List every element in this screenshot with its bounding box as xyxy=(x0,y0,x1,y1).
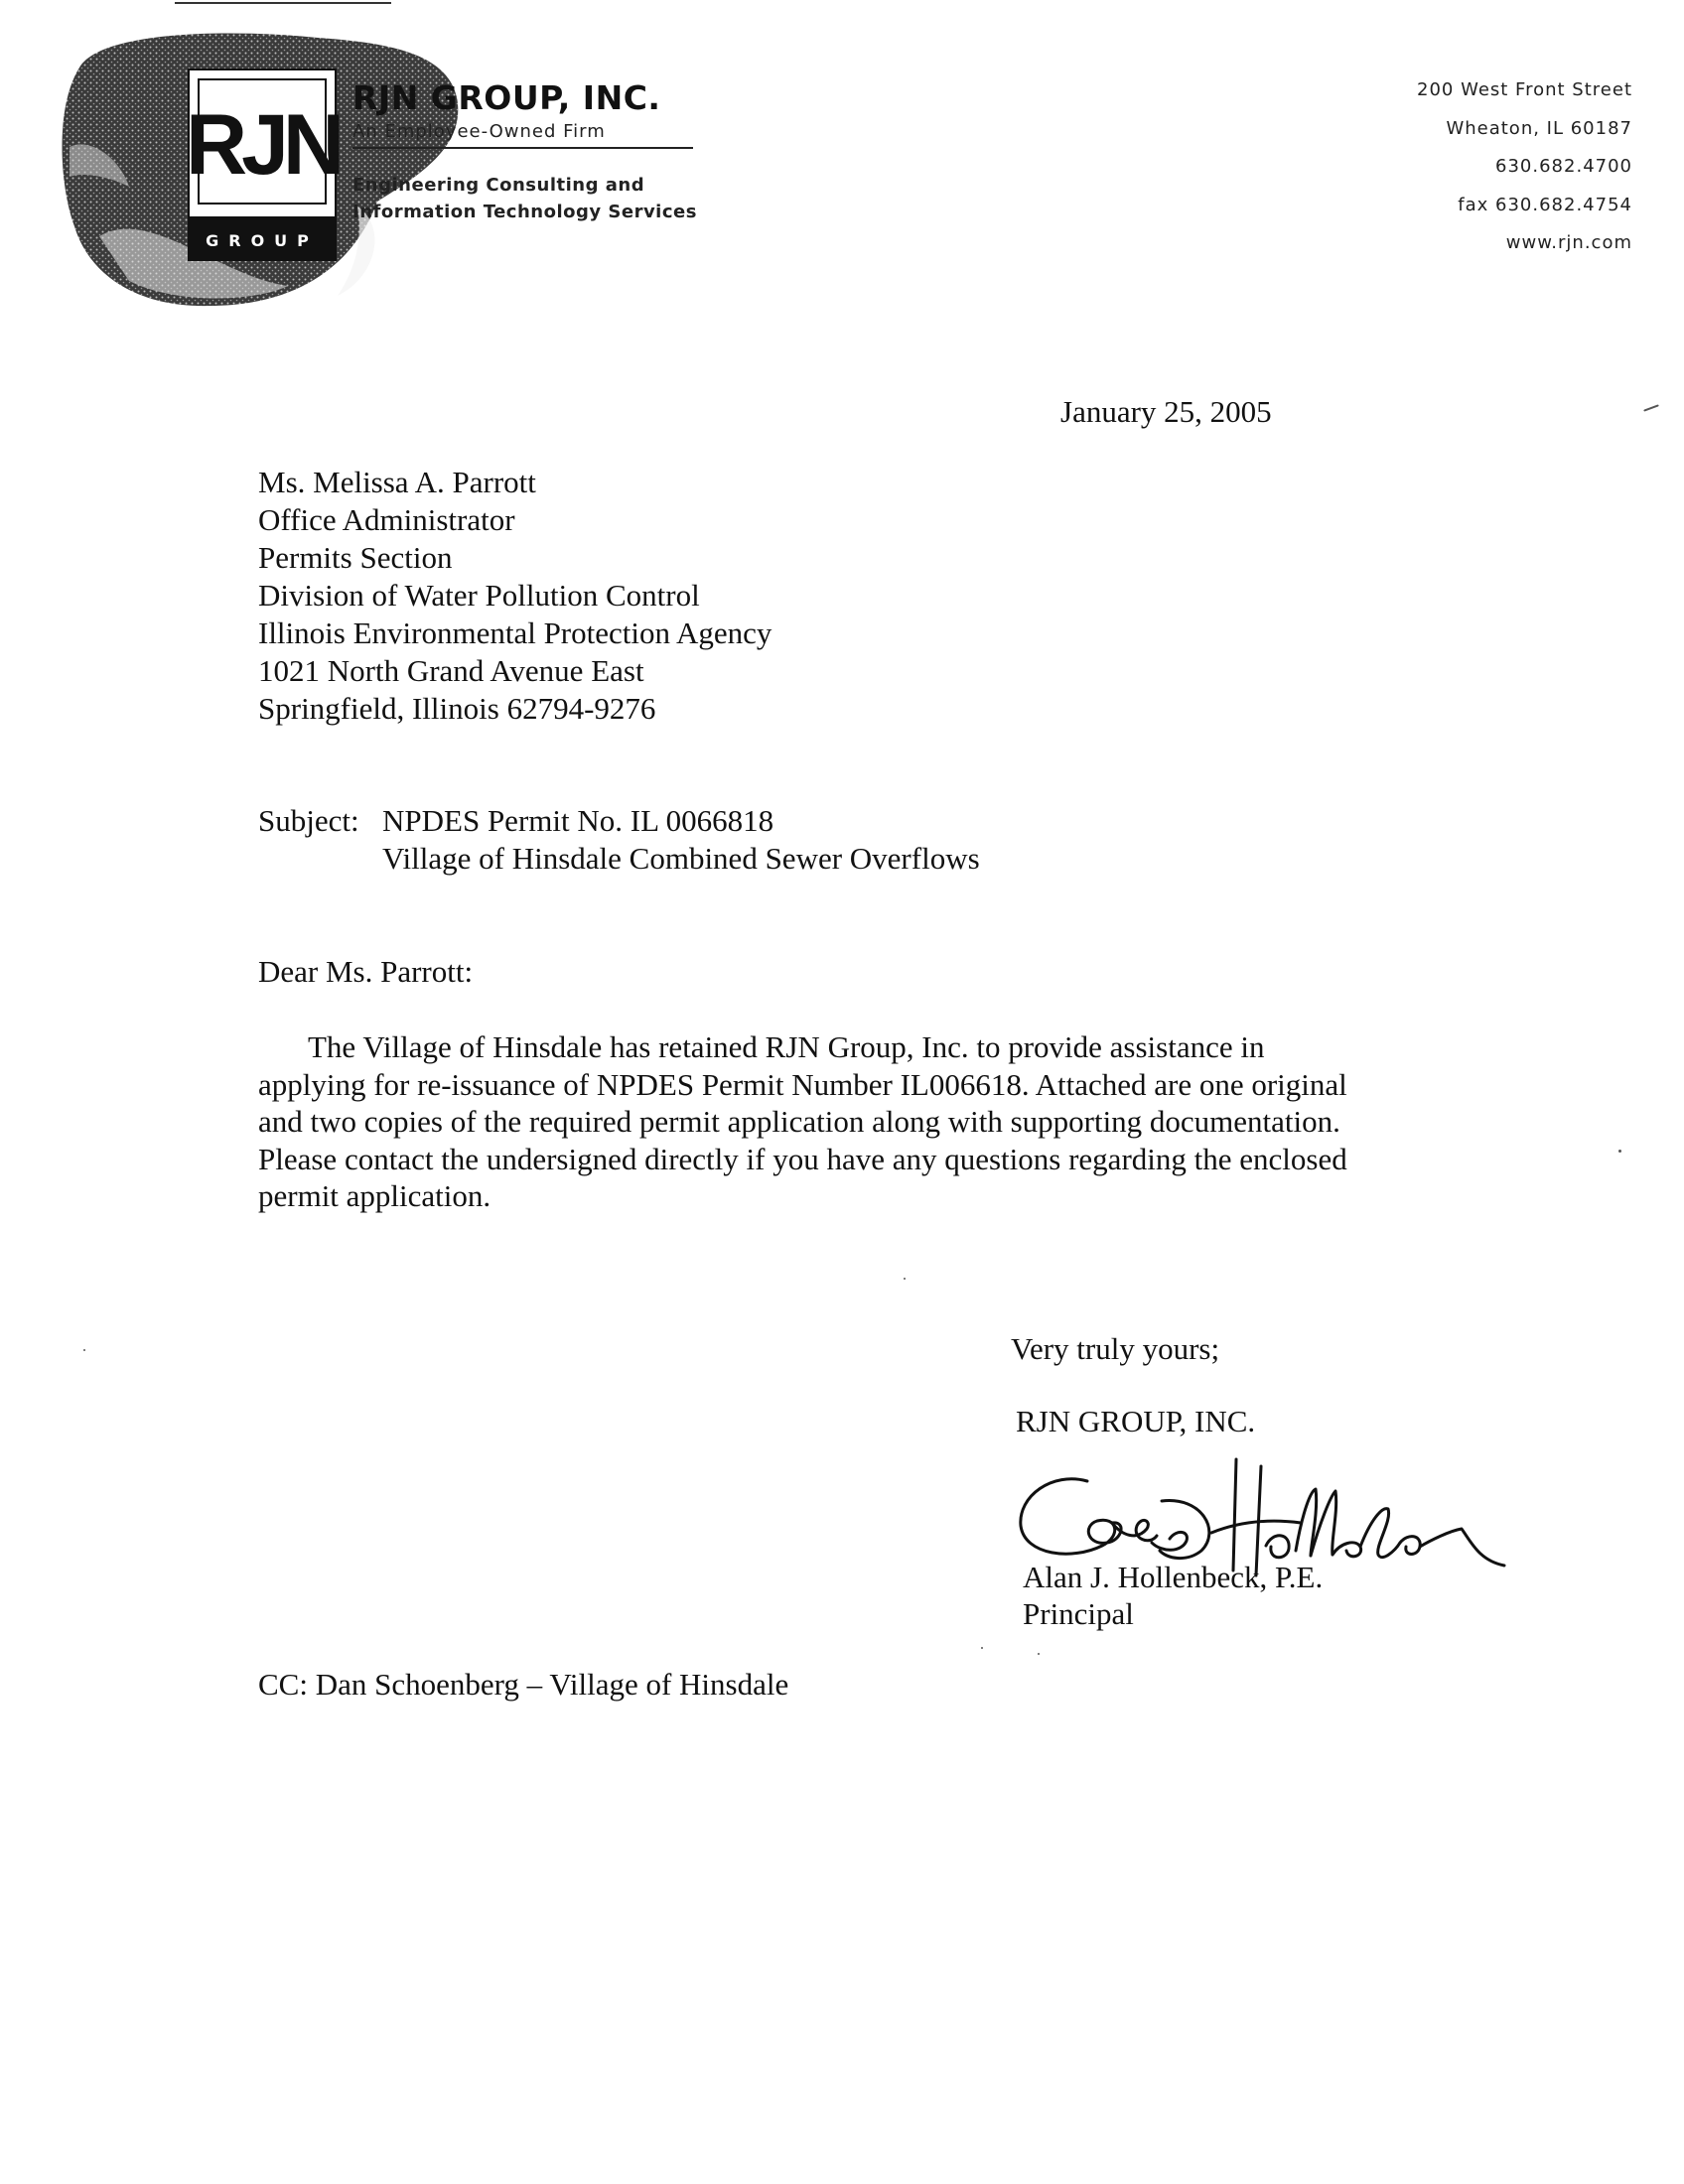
address-phone: 630.682.4700 xyxy=(1495,156,1632,177)
company-name: RJN GROUP, INC. xyxy=(352,78,661,117)
address-website: www.rjn.com xyxy=(1505,232,1632,253)
recipient-line: Division of Water Pollution Control xyxy=(258,578,700,613)
subject-label: Subject: xyxy=(258,803,359,838)
body-paragraph xyxy=(258,1028,1450,1215)
top-rule xyxy=(175,2,391,4)
rjn-logo xyxy=(60,28,477,316)
salutation: Dear Ms. Parrott: xyxy=(258,954,474,989)
company-address-block xyxy=(1417,71,1632,263)
subject-line: NPDES Permit No. IL 0066818 xyxy=(382,803,774,838)
logo-sub: GROUP xyxy=(206,231,319,250)
recipient-line: Illinois Environmental Protection Agency xyxy=(258,615,772,650)
signer-name: Alan J. Hollenbeck, P.E. xyxy=(1023,1560,1324,1594)
body-line: The Village of Hinsdale has retained RJN Group, Inc. to provide assistance in xyxy=(308,1029,1265,1064)
recipient-address xyxy=(258,464,772,728)
scan-artifact xyxy=(1618,1150,1621,1153)
logo-mark: RJN xyxy=(185,97,340,193)
scan-artifact xyxy=(83,1349,85,1351)
body-line: permit application. xyxy=(258,1178,491,1213)
services-line-1: Engineering Consulting and xyxy=(352,175,645,196)
signer-company: RJN GROUP, INC. xyxy=(1016,1404,1256,1438)
closing: Very truly yours; xyxy=(1011,1331,1220,1366)
body-line: Please contact the undersigned directly if you have any questions regarding the enclosed xyxy=(258,1141,1347,1176)
recipient-line: Office Administrator xyxy=(258,502,515,537)
signer-title: Principal xyxy=(1023,1596,1134,1631)
body-line: applying for re-issuance of NPDES Permit Number IL006618. Attached are one original xyxy=(258,1066,1347,1102)
scan-artifact xyxy=(1038,1653,1040,1655)
recipient-line: Permits Section xyxy=(258,540,453,575)
recipient-line: 1021 North Grand Avenue East xyxy=(258,653,644,688)
company-tagline: An Employee-Owned Firm xyxy=(352,121,606,142)
address-street: 200 West Front Street xyxy=(1417,79,1632,100)
scan-artifact xyxy=(904,1278,906,1280)
letter-date: January 25, 2005 xyxy=(1060,394,1272,429)
services-line-2: Information Technology Services xyxy=(352,202,697,222)
address-fax: fax 630.682.4754 xyxy=(1458,194,1632,215)
recipient-line: Springfield, Illinois 62794-9276 xyxy=(258,691,656,726)
body-line: and two copies of the required permit application along with supporting documentation. xyxy=(258,1104,1340,1139)
cc-line: CC: Dan Schoenberg – Village of Hinsdale xyxy=(258,1667,789,1702)
scan-artifact xyxy=(1643,404,1659,411)
scan-artifact xyxy=(981,1647,983,1649)
tagline-rule xyxy=(352,147,693,149)
subject-line: Village of Hinsdale Combined Sewer Overflows xyxy=(382,841,980,876)
address-city: Wheaton, IL 60187 xyxy=(1446,117,1632,139)
recipient-line: Ms. Melissa A. Parrott xyxy=(258,465,536,499)
